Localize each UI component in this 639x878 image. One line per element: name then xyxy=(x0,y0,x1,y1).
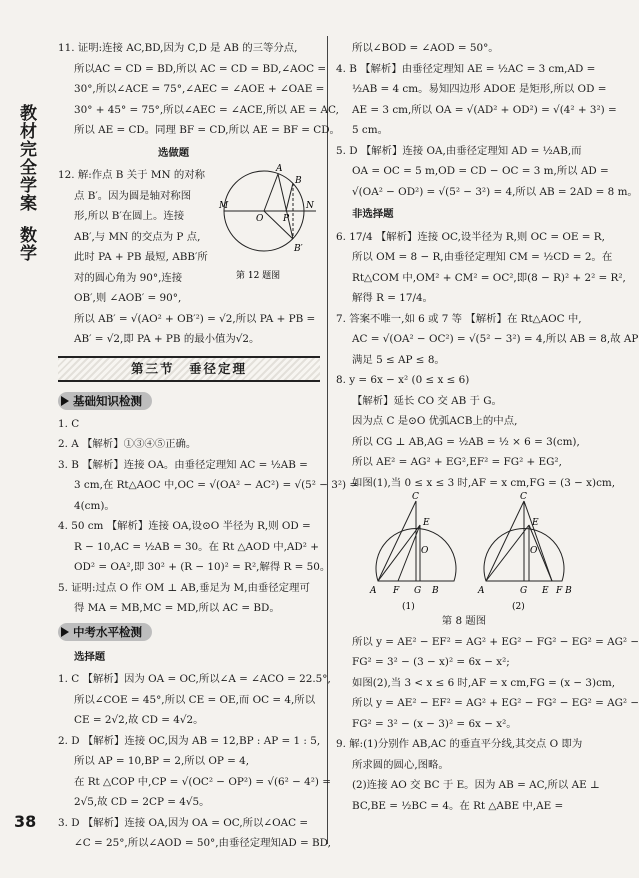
text-line: 此时 PA + PB 最短, ABB′所 xyxy=(74,251,208,263)
text-line: 30° + 45° = 75°,所以∠AEC = ∠ACE,所以 AE = AC, xyxy=(74,103,339,116)
svg-text:B′: B′ xyxy=(294,244,303,254)
svg-text:P: P xyxy=(283,214,290,224)
text-line: 所以∠COE = 45°,所以 CE = OE,而 OC = 4,所以 xyxy=(74,693,316,706)
text-line: FG² = 3² − (x − 3)² = 6x − x²。 xyxy=(352,717,517,730)
text-line: 因为点 C 是⊙O 优弧ACB上的中点, xyxy=(352,415,518,427)
figure-8-diagram xyxy=(336,493,592,615)
figure-12-caption: 第 12 题图 xyxy=(236,271,281,281)
svg-text:A: A xyxy=(478,586,485,596)
svg-text:B: B xyxy=(432,586,439,596)
svg-text:E: E xyxy=(542,586,549,596)
figure-12 xyxy=(220,161,320,294)
question-11 xyxy=(58,38,340,141)
text-line: 解得 R = 17/4。 xyxy=(352,292,433,304)
text-line: 如图(2),当 3 < x ≤ 6 时,AF = x cm,FG = (x − 3)cm, xyxy=(352,676,616,689)
text-line: AE = 3 cm,所以 OA = √(AD² + OD²) = √(4² + 3²) = xyxy=(352,103,617,116)
text-line: 11. 证明:连接 AC,BD,因为 C,D 是 AB 的三等分点, xyxy=(58,42,298,54)
text-line: 所以 AE = CD。同理 BF = CD,所以 AE = BF = CD。 xyxy=(74,124,340,136)
text-line: 12. 解:作点 B 关于 MN 的对称 xyxy=(58,169,206,181)
text-line: (2)连接 AO 交 BC 于 E。因为 AB = AC,所以 AE ⊥ xyxy=(352,779,600,791)
text-line: CE = 2√2,故 CD = 4√2。 xyxy=(74,714,204,726)
svg-text:G: G xyxy=(414,586,422,596)
text-line: 2. D 【解析】连接 OC,因为 AB = 12,BP : AP = 1 : 5, xyxy=(58,734,321,747)
subheading-non-choice: 非选择题 xyxy=(352,208,394,220)
text-line: 如图(1),当 0 ≤ x ≤ 3 时,AF = x cm,FG = (3 − x)cm, xyxy=(352,476,616,489)
text-line: 3 cm,在 Rt△AOC 中,OC = √(OA² − AC²) = √(5² − 3²) = xyxy=(74,479,359,491)
exam-answers xyxy=(58,669,331,854)
badge-basic-knowledge: 基础知识检测 xyxy=(58,392,152,410)
text-line: 【解析】延长 CO 交 AB 于 G。 xyxy=(352,394,502,407)
page-number: 38 xyxy=(14,812,37,831)
figure-12-diagram xyxy=(220,161,320,286)
svg-text:F B: F B xyxy=(556,586,572,596)
sidebar-title: 教材完全学案数学 xyxy=(16,104,36,262)
svg-text:F: F xyxy=(393,586,400,596)
section-title: 第三节 垂径定理 xyxy=(58,356,320,382)
text-line: Rt△COM 中,OM² + CM² = OC²,即(8 − R)² + 2² = R², xyxy=(352,271,626,284)
svg-text:A: A xyxy=(370,586,377,596)
text-line: 5. 证明:过点 O 作 OM ⊥ AB,垂足为 M,由垂径定理可 xyxy=(58,581,310,594)
svg-text:O: O xyxy=(256,214,264,224)
text-line: BC,BE = ½BC = 4。在 Rt △ABE 中,AE = xyxy=(352,799,564,812)
text-line: 4. B 【解析】由垂径定理知 AE = ½AC = 3 cm,AD = xyxy=(336,62,596,75)
svg-text:M: M xyxy=(219,201,229,211)
svg-text:B: B xyxy=(295,176,302,186)
text-line: OD² = OA²,即 30² + (R − 10)² = R²,解得 R = 50。 xyxy=(74,561,331,573)
text-line: 2√5,故 CD = 2CP = 4√5。 xyxy=(74,796,210,808)
text-line: 所以 AB′ = √(AO² + OB′²) = √2,所以 PA + PB = xyxy=(74,312,316,325)
right-bottom-answers xyxy=(336,632,639,817)
text-line: 2. A 【解析】①③④⑤正确。 xyxy=(58,438,197,450)
text-line: 所以 y = AE² − EF² = AG² + EG² − FG² − EG² = AG² − xyxy=(352,635,639,648)
basic-answers xyxy=(58,414,359,619)
badge-exam-level: 中考水平检测 xyxy=(58,623,152,641)
text-line: 6. 17/4 【解析】连接 OC,设半径为 R,则 OC = OE = R, xyxy=(336,230,605,243)
right-mid-answers xyxy=(336,227,639,494)
text-line: √(OA² − OD²) = √(5² − 3²) = 4,所以 AB = 2AD = 8 m。 xyxy=(352,185,638,198)
text-line: 4. 50 cm 【解析】连接 OA,设⊙O 半径为 R,则 OD = xyxy=(58,520,311,532)
text-line: FG² = 3² − (3 − x)² = 6x − x²; xyxy=(352,656,510,668)
text-line: 点 B′。因为圆是轴对称图 xyxy=(74,189,192,202)
text-line: 1. C xyxy=(58,417,80,430)
text-line: 所以 CG ⊥ AB,AG = ½AB = ½ × 6 = 3(cm), xyxy=(352,435,580,448)
svg-text:C: C xyxy=(520,492,527,502)
text-line: AB′ = √2,即 PA + PB 的最小值为√2。 xyxy=(74,333,260,345)
text-line: AB′,与 MN 的交点为 P 点, xyxy=(74,230,201,243)
svg-text:G: G xyxy=(520,586,528,596)
text-line: 7. 答案不唯一,如 6 或 7 等 【解析】在 Rt△AOC 中, xyxy=(336,312,582,325)
text-line: 对的圆心角为 90°,连接 xyxy=(74,271,183,284)
text-line: 在 Rt △COP 中,CP = √(OC² − OP²) = √(6² − 4²) = xyxy=(74,775,331,788)
text-line: 1. C 【解析】因为 OA = OC,所以∠A = ∠ACO = 22.5°, xyxy=(58,673,331,685)
text-line: ∠C = 25°,所以∠AOD = 50°,由垂径定理知AD = BD, xyxy=(74,837,331,849)
figure-8-sub1: (1) xyxy=(402,602,415,612)
text-line: OA = OC = 5 m,OD = CD − OC = 3 m,所以 AD = xyxy=(352,165,609,177)
text-line: 8. y = 6x − x² (0 ≤ x ≤ 6) xyxy=(336,374,470,386)
svg-text:A: A xyxy=(276,164,283,174)
text-line: 5. D 【解析】连接 OA,由垂径定理知 AD = ½AB,而 xyxy=(336,144,582,157)
svg-text:O: O xyxy=(530,546,538,556)
column-divider xyxy=(327,36,328,844)
text-line: 形,所以 B′在圆上。连接 xyxy=(74,210,185,222)
figure-8-caption: 第 8 题图 xyxy=(441,615,487,627)
left-column xyxy=(58,38,359,854)
text-line: 所以 y = AE² − EF² = AG² + EG² − FG² − EG² = AG² − xyxy=(352,697,639,709)
text-line: 3. D 【解析】连接 OA,因为 OA = OC,所以∠OAC = xyxy=(58,816,309,829)
text-line: R − 10,AC = ½AB = 30。在 Rt △AOD 中,AD² + xyxy=(74,540,319,553)
text-line: 所以 AE² = AG² + EG²,EF² = FG² + EG², xyxy=(352,456,562,468)
text-line: 所以 AP = 10,BP = 2,所以 OP = 4, xyxy=(74,755,250,767)
subheading-optional: 选做题 xyxy=(158,146,190,159)
right-top-answers xyxy=(336,38,638,202)
right-column xyxy=(336,38,639,816)
play-icon xyxy=(61,627,69,637)
subheading-choice: 选择题 xyxy=(74,650,106,663)
svg-text:O: O xyxy=(421,546,429,556)
text-line: 4(cm)。 xyxy=(74,499,115,512)
text-line: AC = √(OA² − OC²) = √(5² − 3²) = 4,所以 AB = 8,故 AP xyxy=(352,333,639,345)
figure-8 xyxy=(336,493,592,615)
svg-text:E: E xyxy=(532,518,539,528)
figure-8-sub2: (2) xyxy=(512,602,525,612)
svg-text:C: C xyxy=(412,492,419,502)
text-line: 9. 解:(1)分别作 AB,AC 的垂直平分线,其交点 O 即为 xyxy=(336,738,583,750)
text-line: ½AB = 4 cm。易知四边形 ADOE 是矩形,所以 OD = xyxy=(352,83,607,95)
text-line: 所求圆的圆心,图略。 xyxy=(352,758,449,771)
text-line: 得 MA = MB,MC = MD,所以 AC = BD。 xyxy=(74,602,280,614)
text-line: 5 cm。 xyxy=(352,124,388,136)
question-12 xyxy=(58,165,320,350)
text-line: 所以∠BOD = ∠AOD = 50°。 xyxy=(352,42,499,54)
svg-text:E: E xyxy=(423,518,430,528)
text-line: 所以AC = CD = BD,所以 AC = CD = BD,∠AOC = xyxy=(74,62,327,75)
svg-text:N: N xyxy=(306,201,314,211)
text-line: 3. B 【解析】连接 OA。由垂径定理知 AC = ½AB = xyxy=(58,458,308,471)
text-line: 满足 5 ≤ AP ≤ 8。 xyxy=(352,353,445,366)
text-line: 30°,所以∠ACE = 75°,∠AEC = ∠AOE + ∠OAE = xyxy=(74,83,325,95)
text-line: 所以 OM = 8 − R,由垂径定理知 CM = ½CD = 2。在 xyxy=(352,251,613,263)
play-icon xyxy=(61,396,69,406)
text-line: OB′,则 ∠AOB′ = 90°, xyxy=(74,292,182,304)
